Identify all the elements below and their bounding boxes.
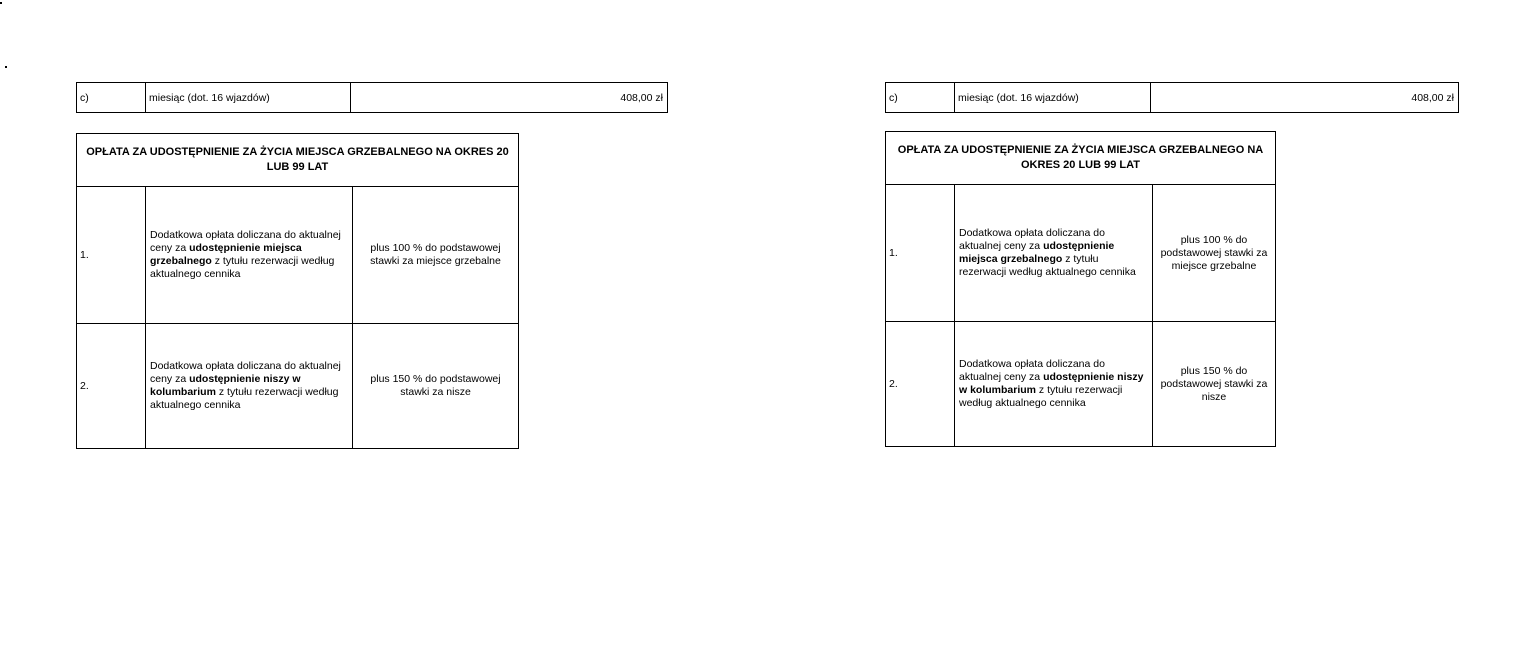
row-rate: plus 100 % do podstawowej stawki za miejsce grzebalne	[1153, 185, 1276, 322]
row-value: 408,00 zł	[1151, 83, 1459, 113]
row-description	[146, 187, 353, 324]
row-description	[955, 322, 1153, 447]
table-row	[77, 324, 519, 449]
table-header-row	[77, 134, 519, 187]
description-emphasis: udostępnienie niszy w kolumbarium	[959, 371, 1144, 396]
table-header-row	[886, 132, 1276, 185]
description-text: z tytułu rezerwacji według aktualnego cennika	[959, 384, 1123, 409]
row-number: 1.	[77, 187, 146, 324]
description-emphasis: udostępnienie miejsca grzebalnego	[150, 242, 302, 267]
row-number: 1.	[886, 185, 955, 322]
table-row	[77, 187, 519, 324]
description-text: z tytułu rezerwacji według aktualnego cennika	[959, 253, 1136, 278]
description-text: Dodatkowa opłata doliczana do aktualnej ceny za	[150, 360, 341, 385]
row-letter: c)	[886, 83, 955, 113]
table-row	[886, 83, 1459, 113]
description-text: Dodatkowa opłata doliczana do aktualnej ceny za	[150, 229, 341, 254]
fee-table-header: OPŁATA ZA UDOSTĘPNIENIE ZA ŻYCIA MIEJSCA GRZEBALNEGO NA OKRES 20 LUB 99 LAT	[886, 132, 1276, 185]
description-emphasis: udostępnienie niszy w kolumbarium	[150, 373, 301, 398]
price-row-table	[885, 82, 1459, 113]
description-text: Dodatkowa opłata doliczana do aktualnej ceny za	[959, 227, 1105, 252]
table-row	[77, 83, 668, 113]
row-label: miesiąc (dot. 16 wjazdów)	[955, 83, 1151, 113]
stray-mark-left	[5, 66, 7, 68]
row-description	[146, 324, 353, 449]
description-emphasis: udostępnienie miejsca grzebalnego	[959, 240, 1115, 265]
row-rate: plus 150 % do podstawowej stawki za nisze	[1153, 322, 1276, 447]
price-row-table	[76, 82, 668, 113]
description-text: z tytułu rezerwacji według aktualnego cennika	[150, 255, 335, 280]
stray-mark-top	[0, 2, 2, 4]
description-text: z tytułu rezerwacji według aktualnego cennika	[150, 386, 339, 411]
row-label: miesiąc (dot. 16 wjazdów)	[146, 83, 351, 113]
fee-table-header: OPŁATA ZA UDOSTĘPNIENIE ZA ŻYCIA MIEJSCA GRZEBALNEGO NA OKRES 20 LUB 99 LAT	[77, 134, 519, 187]
description-text: Dodatkowa opłata doliczana do aktualnej ceny za	[959, 358, 1105, 383]
fee-table	[885, 131, 1276, 447]
row-value: 408,00 zł	[351, 83, 668, 113]
row-rate: plus 150 % do podstawowej stawki za nisze	[353, 324, 519, 449]
row-number: 2.	[77, 324, 146, 449]
fee-table	[76, 133, 519, 449]
table-row	[886, 185, 1276, 322]
row-number: 2.	[886, 322, 955, 447]
row-rate: plus 100 % do podstawowej stawki za miejsce grzebalne	[353, 187, 519, 324]
table-row	[886, 322, 1276, 447]
row-description	[955, 185, 1153, 322]
row-letter: c)	[77, 83, 146, 113]
